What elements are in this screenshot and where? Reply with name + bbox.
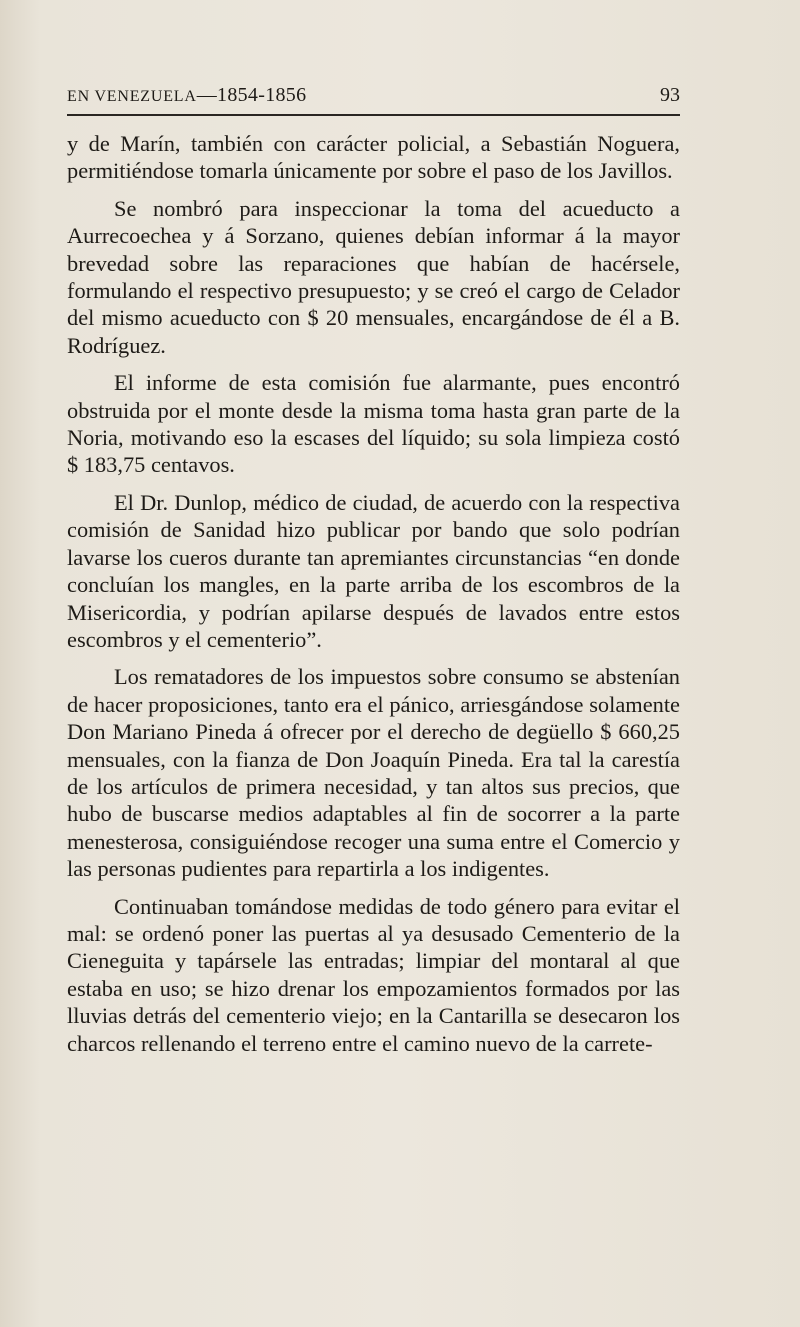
body-text: [67, 130, 680, 1067]
paragraph-4: El Dr. Dunlop, médico de ciudad, de acuerdo con la respectiva comisión de Sanidad hizo publicar por bando que solo podrían lavarse los cueros durante tan apremiantes circunstancias “en donde concluían los mangles, en la parte arriba de los escombros de la Misericordia, y podrían apilarse después de lavados entre estos escombros y el cementerio”.: [67, 489, 680, 652]
running-title: [67, 84, 306, 107]
paragraph-3: El informe de esta comisión fue alarmante, pues encontró obstruida por el monte desde la misma toma hasta gran parte de la Noria, motivando eso la escases del líquido; su sola limpieza costó $ 183,75 centavos.: [67, 370, 680, 478]
paragraph-2: Se nombró para inspeccionar la toma del acueducto a Aurrecoechea y á Sorzano, quienes debían informar á la mayor brevedad sobre las reparaciones que habían de hacérsele, formulando el respectivo presupuesto; y se creó el cargo de Celador del mismo acueducto con $ 20 mensuales, encargándose de él a B. Rodríguez.: [67, 195, 680, 358]
paragraph-1: y de Marín, también con carácter policial, a Sebastián Noguera, permitiéndose tomarla únicamente por sobre el paso de los Javillos.: [67, 131, 680, 184]
running-title-dates: —1854-1856: [196, 84, 307, 106]
running-title-caps: EN VENEZUELA: [67, 88, 197, 105]
running-header: [67, 78, 680, 116]
page-number: 93: [660, 84, 680, 106]
paragraph-6: Continuaban tomándose medidas de todo género para evitar el mal: se ordenó poner las puertas al ya desusado Cementerio de la Cieneguita y tapársele las entradas; limpiar del montaral al que estaba en uso; se hizo drenar los empozamientos formados por las lluvias detrás del cementerio viejo; en la Cantarilla se desecaron los charcos rellenando el terreno entre el camino nuevo de la carrete-: [67, 893, 680, 1056]
paragraph-5: Los rematadores de los impuestos sobre consumo se abstenían de hacer proposiciones, tanto era el pánico, arriesgándose solamente Don Mariano Pineda á ofrecer por el derecho de degüello $ 660,25 mensuales, con la fianza de Don Joaquín Pineda. Era tal la carestía de los artículos de primera necesidad, y tan altos sus precios, que hubo de buscarse medios adaptables al fin de socorrer a la parte menesterosa, consiguiéndose recoger una suma entre el Comercio y las personas pudientes para repartirla a los indigentes.: [67, 664, 680, 882]
